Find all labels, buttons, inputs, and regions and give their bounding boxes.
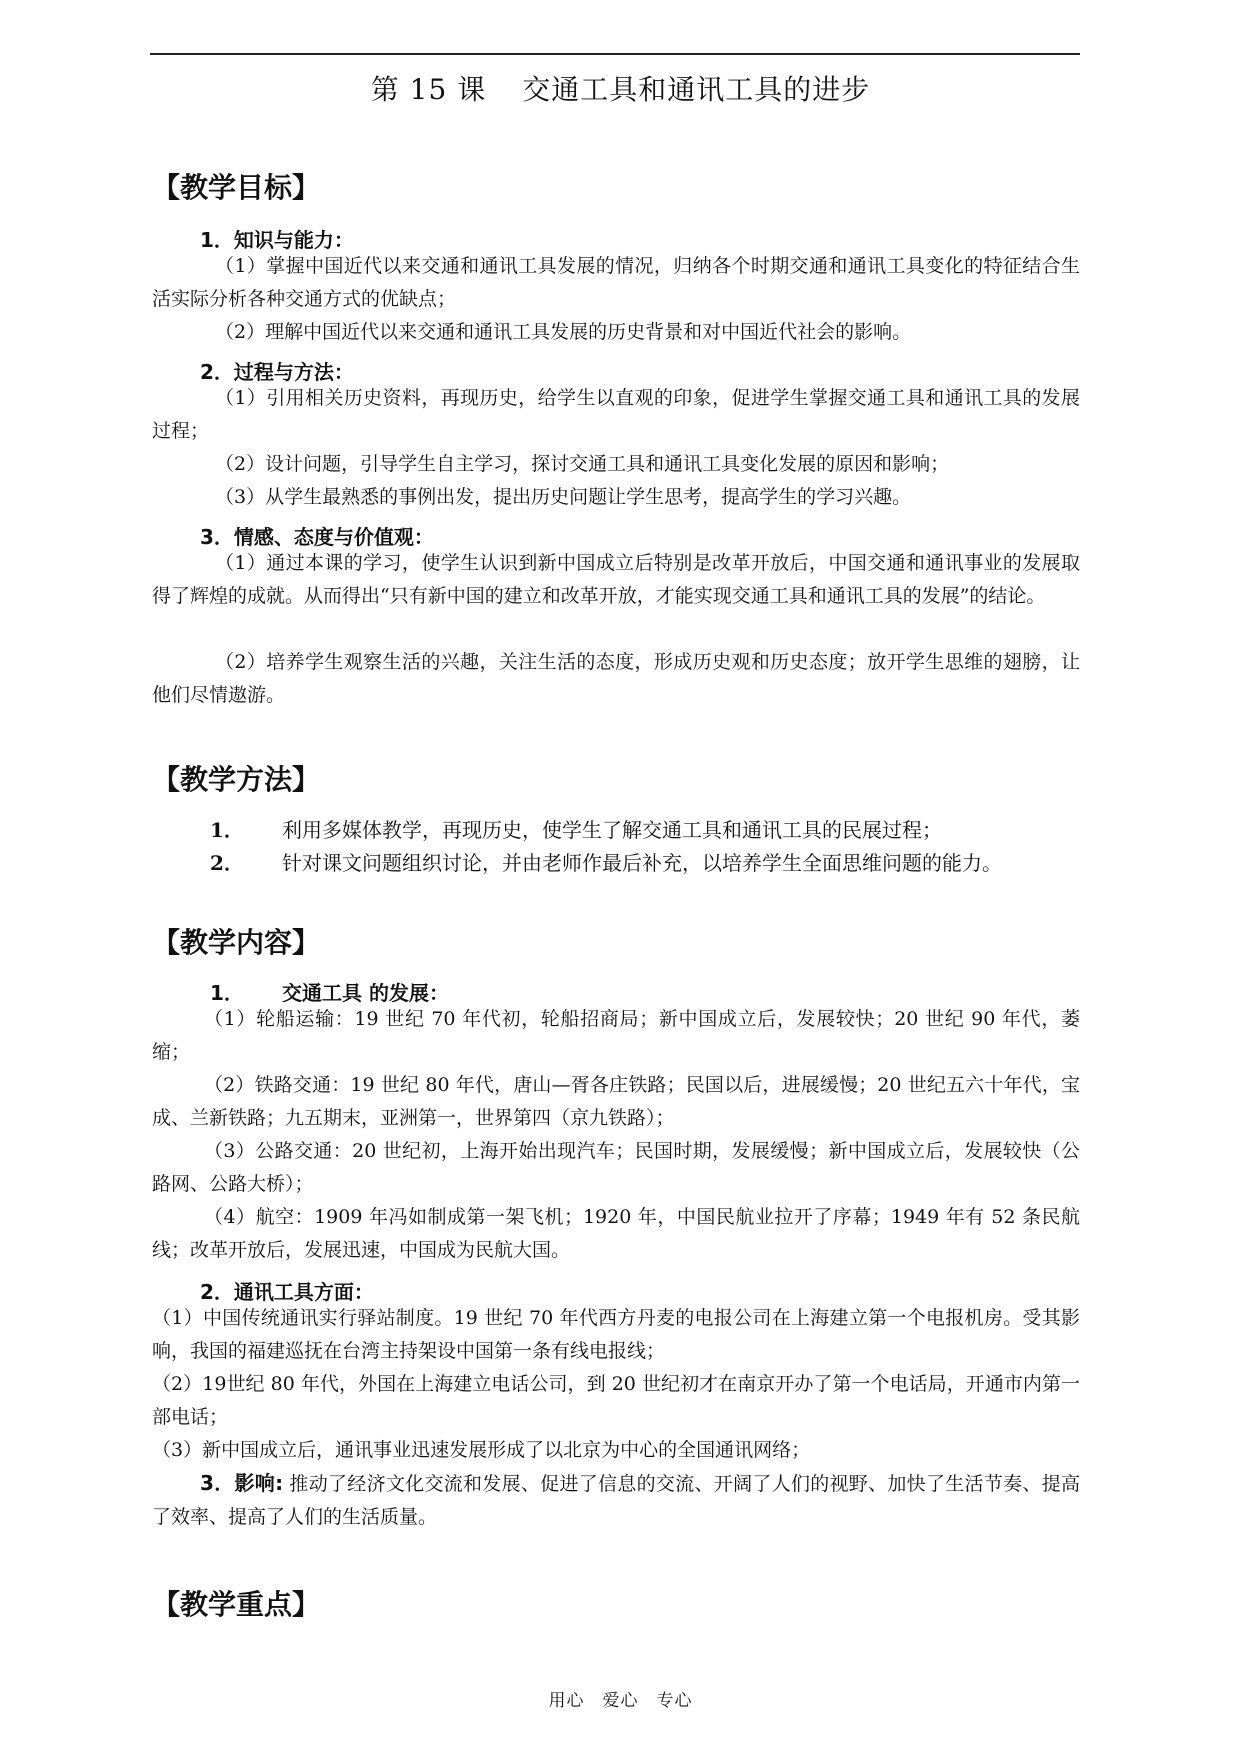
- section-heading-methods: 【教学方法】: [152, 763, 321, 796]
- paragraph: （1）引用相关历史资料，再现历史，给学生以直观的印象，促进学生掌握交通工具和通讯工具的发展过程；: [152, 387, 1080, 442]
- subheading-process: 2．过程与方法：: [200, 360, 354, 384]
- paragraph: （2）培养学生观察生活的兴趣，关注生活的态度，形成历史观和历史态度；放开学生思维的翅膀，让他们尽情遨游。: [152, 651, 1080, 706]
- list-item: [210, 814, 942, 843]
- paragraph: （3）新中国成立后，通讯事业迅速发展形成了以北京为中心的全国通讯网络；: [152, 1439, 811, 1461]
- paragraph: （3）从学生最熟悉的事例出发，提出历史问题让学生思考，提高学生的学习兴趣。: [215, 486, 912, 508]
- lesson-number: 第 15 课: [370, 73, 487, 106]
- subheading-communication: 2．通讯工具方面：: [200, 1280, 374, 1304]
- paragraph: （1）中国传统通讯实行驿站制度。19 世纪 70 年代西方丹麦的电报公司在上海建立第一个电报机房。受其影响，我国的福建巡抚在台湾主持架设中国第一条有线电报线；: [152, 1307, 1080, 1362]
- page-title: [0, 68, 1241, 108]
- section-heading-focus: 【教学重点】: [152, 1588, 321, 1621]
- paragraph: （2）设计问题，引导学生自主学习，探讨交通工具和通讯工具变化发展的原因和影响；: [215, 453, 950, 475]
- impact-heading: 3．影响:: [200, 1471, 284, 1495]
- section-heading-goals: 【教学目标】: [152, 171, 321, 204]
- list-item-number: 1．: [210, 818, 244, 842]
- subheading-transport: [210, 977, 449, 1006]
- page-footer: 用心 爱心 专心: [548, 1691, 693, 1711]
- list-item-text: 针对课文问题组织讨论，并由老师作最后补充，以培养学生全面思维问题的能力。: [282, 851, 1002, 875]
- list-item-text: 利用多媒体教学，再现历史，使学生了解交通工具和通讯工具的民展过程；: [282, 818, 942, 842]
- header-rule: [150, 53, 1080, 55]
- impact-text: 推动了经济文化交流和发展、促进了信息的交流、开阔了人们的视野、加快了生活节奏、提高了效率、提高了人们的生活质量。: [152, 1473, 1080, 1528]
- list-item-number: 2．: [210, 851, 244, 875]
- paragraph: （1）掌握中国近代以来交通和通讯工具发展的情况，归纳各个时期交通和通讯工具变化的特征结合生活实际分析各种交通方式的优缺点；: [152, 255, 1080, 310]
- list-item: [210, 847, 1002, 876]
- subheading-knowledge: 1．知识与能力：: [200, 228, 354, 252]
- subheading-values: 3．情感、态度与价值观：: [200, 525, 434, 549]
- paragraph: （4）航空：1909 年冯如制成第一架飞机；1920 年，中国民航业拉开了序幕；1949 年有 52 条民航线；改革开放后，发展迅速，中国成为民航大国。: [152, 1206, 1080, 1261]
- paragraph: （1）通过本课的学习，使学生认识到新中国成立后特别是改革开放后，中国交通和通讯事业的发展取得了辉煌的成就。从而得出“只有新中国的建立和改革开放，才能实现交通工具和通讯工具的发展”的结论。: [152, 552, 1080, 607]
- paragraph: （1）轮船运输：19 世纪 70 年代初，轮船招商局；新中国成立后，发展较快；20 世纪 90 年代，萎缩；: [152, 1008, 1080, 1063]
- list-item-number: 1．: [210, 981, 244, 1005]
- section-heading-content: 【教学内容】: [152, 926, 321, 959]
- paragraph: （3）公路交通：20 世纪初，上海开始出现汽车；民国时期，发展缓慢；新中国成立后，发展较快（公路网、公路大桥）；: [152, 1140, 1080, 1195]
- subheading-text: 交通工具 的发展：: [282, 981, 449, 1005]
- paragraph: （2）铁路交通：19 世纪 80 年代，唐山—胥各庄铁路；民国以后，进展缓慢；20 世纪五六十年代，宝成、兰新铁路；九五期末，亚洲第一，世界第四（京九铁路）；: [152, 1074, 1080, 1129]
- paragraph: （2）19世纪 80 年代，外国在上海建立电话公司，到 20 世纪初才在南京开办了第一个电话局，开通市内第一部电话；: [152, 1373, 1080, 1428]
- lesson-name: 交通工具和通讯工具的进步: [522, 73, 871, 106]
- paragraph: （2）理解中国近代以来交通和通讯工具发展的历史背景和对中国近代社会的影响。: [215, 321, 912, 343]
- impact-paragraph: [152, 1467, 1080, 1534]
